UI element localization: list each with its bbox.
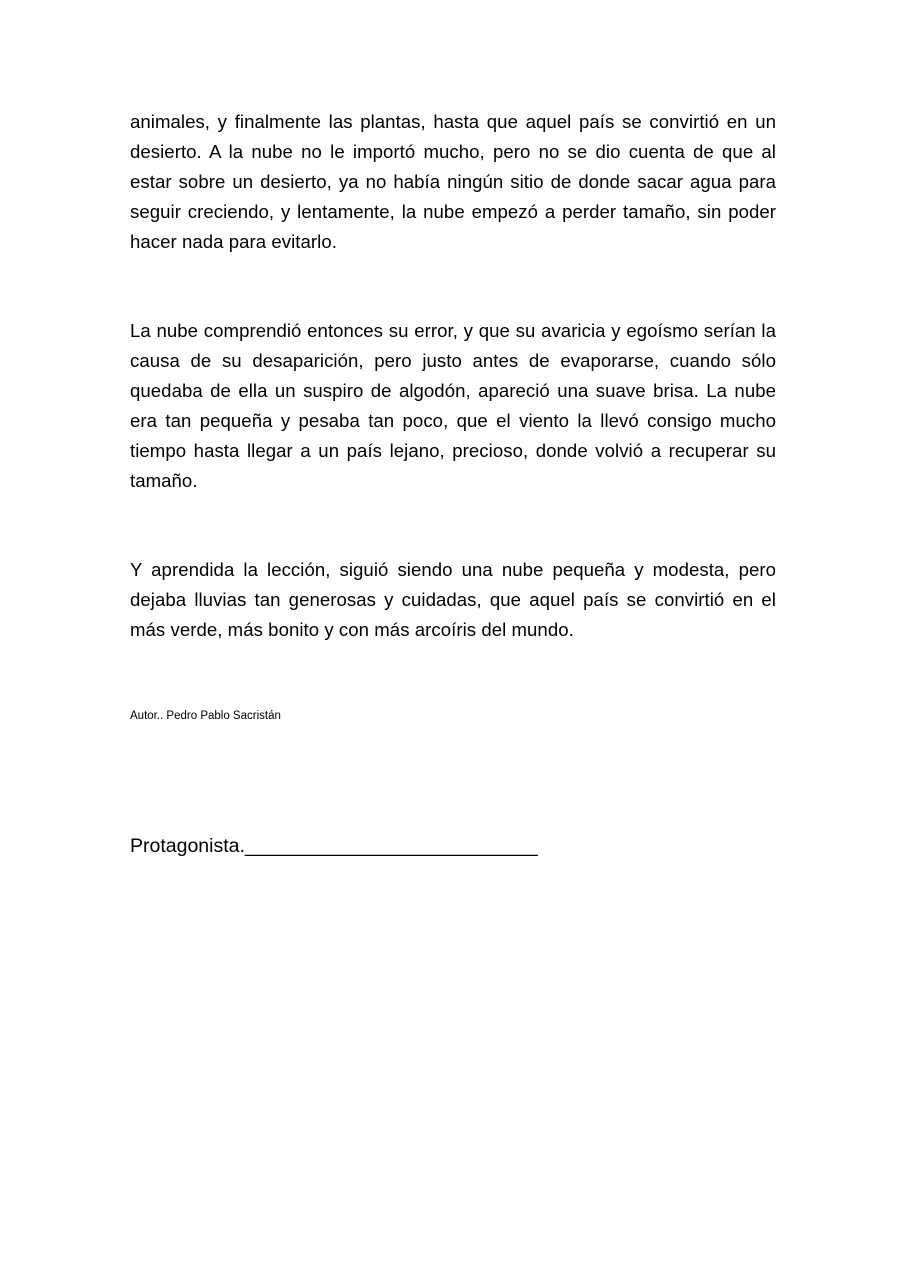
story-paragraph-2: La nube comprendió entonces su error, y que su avaricia y egoísmo serían la causa de su desaparición, pero justo antes de evaporarse, cuando sólo quedaba de ella un suspiro de algodón, apareció una suave brisa. La nube era tan pequeña y pesaba tan poco, que el viento la llevó consigo mucho tiempo hasta llegar a un país lejano, precioso, donde volvió a recuperar su tamaño. (130, 320, 776, 491)
story-paragraph-1: animales, y finalmente las plantas, hasta que aquel país se convirtió en un desierto. A la nube no le importó mucho, pero no se dio cuenta de que al estar sobre un desierto, ya no había ningún sitio de donde sacar agua para seguir creciendo, y lentamente, la nube empezó a perder tamaño, sin poder hacer nada para evitarlo. (130, 111, 776, 252)
story-paragraph-3: Y aprendida la lección, siguió siendo una nube pequeña y modesta, pero dejaba lluvias tan generosas y cuidadas, que aquel país se convirtió en el más verde, más bonito y con más arcoíris del mundo. (130, 559, 776, 640)
protagonist-fill-in: Protagonista.___________________________ (130, 835, 538, 857)
author-credit: Autor.. Pedro Pablo Sacristán (130, 710, 281, 722)
